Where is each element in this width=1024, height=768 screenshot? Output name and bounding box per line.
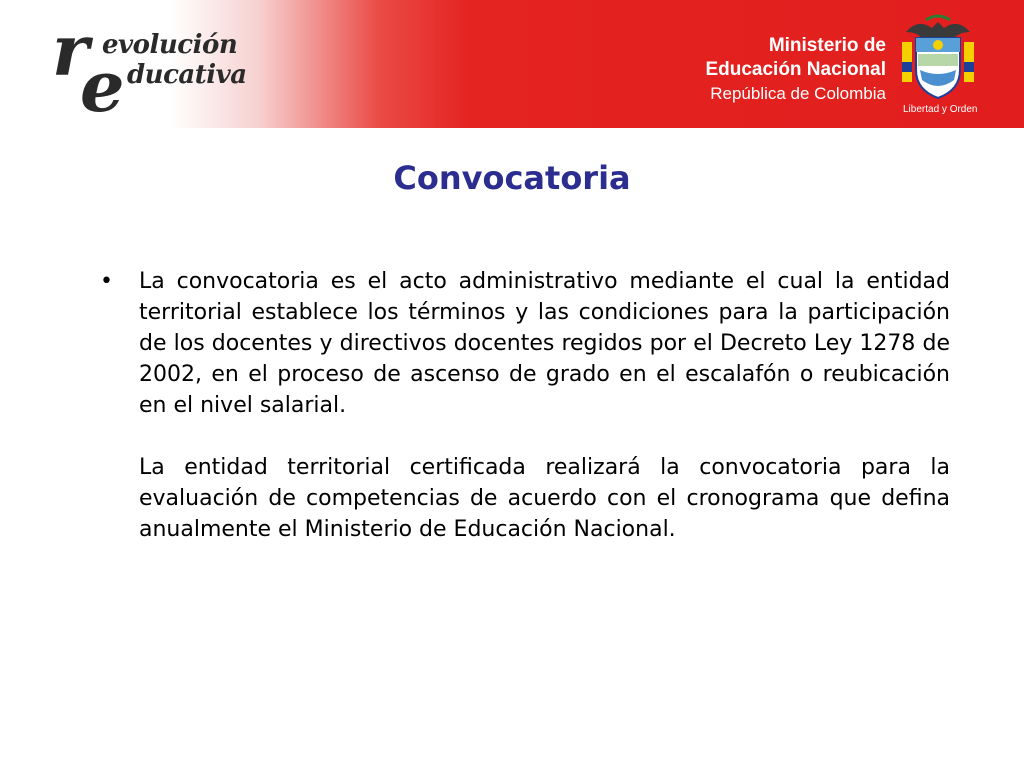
slide-title: Convocatoria <box>393 159 631 197</box>
ministry-line-2: Educación Nacional <box>705 59 886 80</box>
logo-word-educativa: ducativa <box>127 60 247 90</box>
logo-letter-r: r <box>52 9 89 92</box>
bullet-marker: • <box>100 269 113 294</box>
paragraph-certified-entity: La entidad territorial certificada realizará la convocatoria para la evaluación de competencias de acuerdo con el cronograma que defina anualmente el Ministerio de Educación Nacional. <box>139 455 950 542</box>
logo-letter-e: e <box>80 45 125 128</box>
colombia-coat-of-arms-icon <box>898 12 978 102</box>
ministry-line-1: Ministerio de <box>768 35 886 56</box>
slide-body <box>139 266 950 545</box>
paragraph-definition: La convocatoria es el acto administrativo mediante el cual la entidad territorial establece los términos y las condiciones para la participación de los docentes y directivos docentes regidos por el Decreto Ley 1278 de 2002, en el proceso de ascenso de grado en el escalafón o reubicación en el nivel salarial. <box>139 269 950 418</box>
logo-word-revolucion: evolución <box>102 30 238 60</box>
ministry-line-3: República de Colombia <box>710 84 886 103</box>
ministry-motto: Libertad y Orden <box>903 104 978 115</box>
ministry-name-block <box>705 34 886 106</box>
revolucion-educativa-logo <box>52 9 272 128</box>
